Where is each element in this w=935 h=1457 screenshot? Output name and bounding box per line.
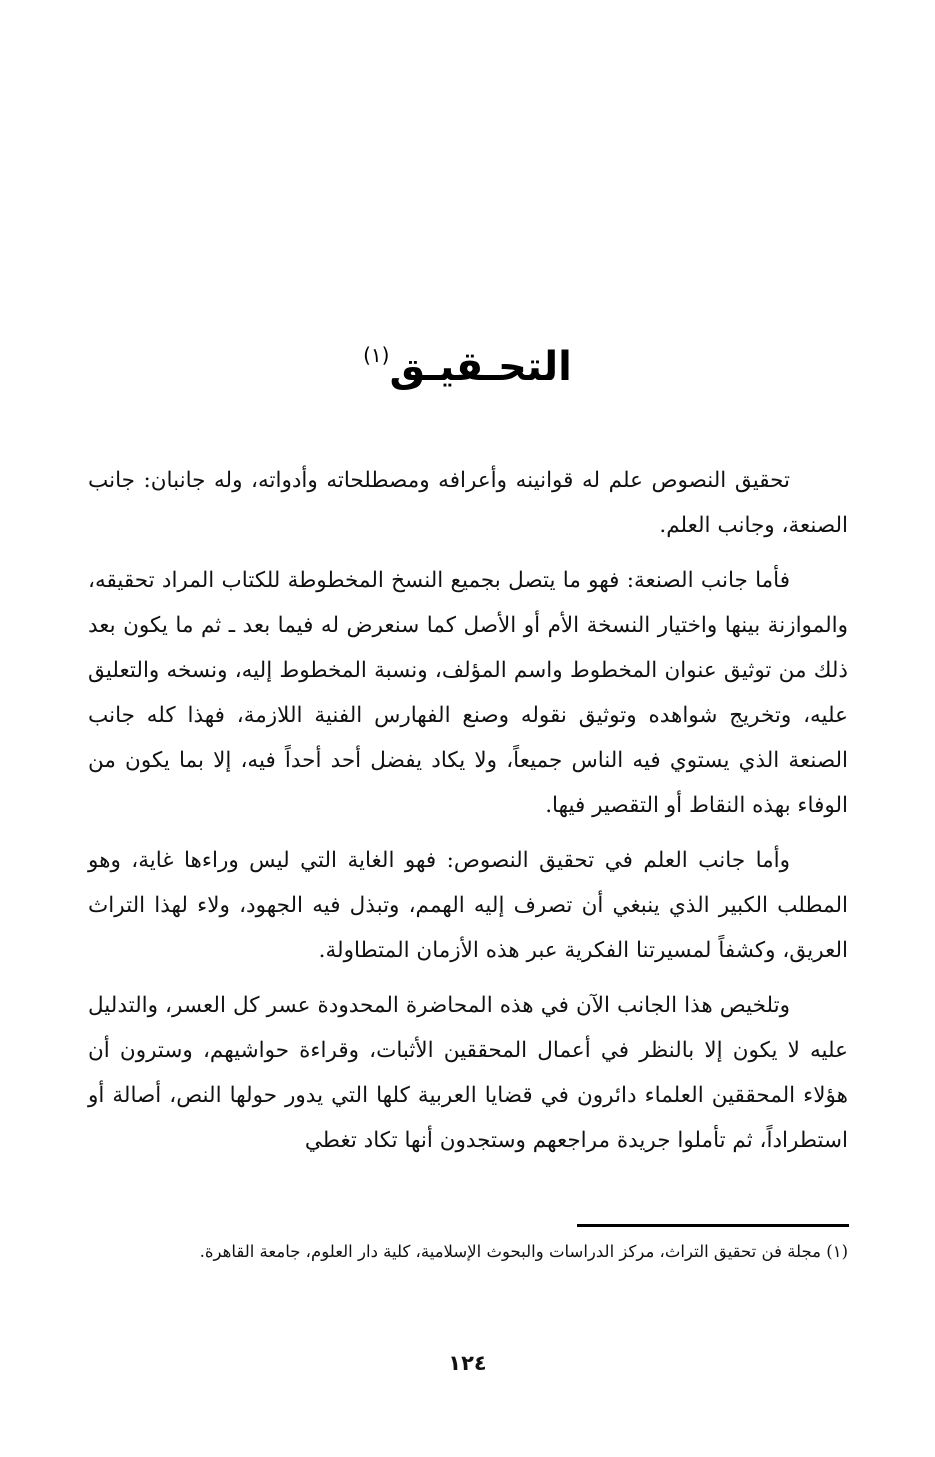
title-footnote-marker: (١) — [363, 343, 390, 367]
chapter-title-text: التحـقيـق — [389, 344, 572, 390]
page-number: ١٢٤ — [448, 1351, 487, 1375]
paragraph-text: فأما جانب الصنعة: فهو ما يتصل بجميع النسخ المخطوطة للكتاب المراد تحقيقه، والموازنة بينها واختيار النسخة الأم أو الأصل كما سنعرض له فيما بعد ـ ثم ما يكون بعد ذلك من توثيق عنوان المخطوط واسم المؤلف، ونسبة المخطوط إليه، ونسخه والتعليق عليه، وتخريج شواهده وتوثيق نقوله وصنع الفهارس الفنية اللازمة، فهذا كله جانب الصنعة الذي يستوي فيه الناس جميعاً، ولا يكاد يفضل أحد أحداً فيه، إلا بما يكون من الوفاء بهذه النقاط أو التقصير فيها. — [88, 568, 848, 818]
paragraph-text: تحقيق النصوص علم له قوانينه وأعرافه ومصطلحاته وأدواته، وله جانبان: جانب الصنعة، وجانب العلم. — [88, 468, 848, 538]
paragraph — [88, 458, 848, 548]
paragraph — [88, 983, 848, 1163]
footnote-separator — [577, 1224, 849, 1227]
body-text — [88, 458, 848, 1173]
chapter-title — [0, 325, 935, 397]
paragraph — [88, 558, 848, 828]
footnote: (١) مجلة فن تحقيق التراث، مركز الدراسات والبحوث الإسلامية، كلية دار العلوم، جامعة القاهرة. — [199, 1242, 848, 1261]
paragraph — [88, 838, 848, 973]
paragraph-text: وأما جانب العلم في تحقيق النصوص: فهو الغاية التي ليس وراءها غاية، وهو المطلب الكبير الذي ينبغي أن تصرف إليه الهمم، وتبذل فيه الجهود، ولاء لهذا التراث العريق، وكشفاً لمسيرتنا الفكرية عبر هذه الأزمان المتطاولة. — [88, 848, 848, 963]
paragraph-text: وتلخيص هذا الجانب الآن في هذه المحاضرة المحدودة عسر كل العسر، والتدليل عليه لا يكون إلا بالنظر في أعمال المحققين الأثبات، وقراءة حواشيهم، وسترون أن هؤلاء المحققين العلماء دائرون في قضايا العربية كلها التي يدور حولها النص، أصالة أو استطراداً، ثم تأملوا جريدة مراجعهم وستجدون أنها تكاد تغطي — [88, 993, 848, 1153]
